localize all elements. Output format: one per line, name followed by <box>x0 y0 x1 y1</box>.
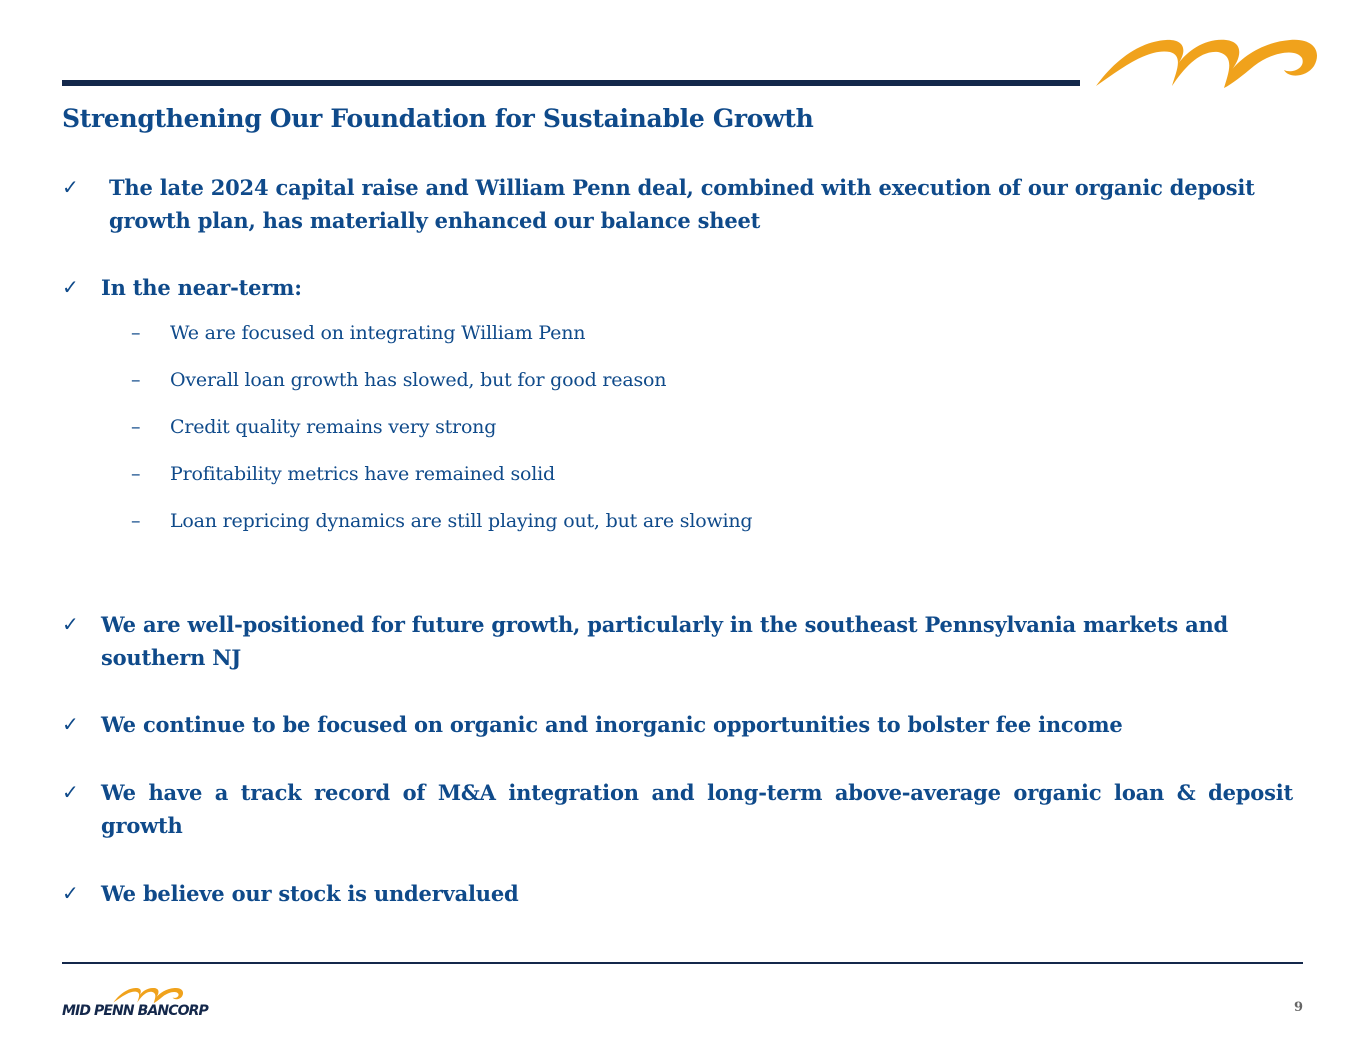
mid-penn-swoosh-icon <box>112 986 184 1004</box>
bullet-text: The late 2024 capital raise and William Penn deal, combined with execution of our organic deposit growth plan, has materially enhanced our balance sheet <box>109 175 1255 233</box>
check-icon: ✓ <box>62 712 79 736</box>
bullet-well-positioned <box>62 608 1293 674</box>
sub-item <box>131 510 752 532</box>
dash-icon: – <box>131 322 141 344</box>
dash-icon: – <box>131 463 141 485</box>
check-icon: ✓ <box>62 881 79 905</box>
bullet-text: We continue to be focused on organic and inorganic opportunities to bolster fee income <box>101 712 1123 737</box>
sub-item <box>131 416 496 438</box>
check-icon: ✓ <box>62 175 79 199</box>
bullet-text: In the near-term: <box>101 275 302 300</box>
sub-item-text: Overall loan growth has slowed, but for good reason <box>170 369 667 391</box>
bullet-text: We believe our stock is undervalued <box>101 881 519 906</box>
sub-item <box>131 463 555 485</box>
check-icon: ✓ <box>62 780 79 804</box>
sub-item-text: Loan repricing dynamics are still playing out, but are slowing <box>170 510 753 532</box>
check-icon: ✓ <box>62 612 79 636</box>
bullet-near-term <box>62 271 1293 304</box>
footer-logo <box>62 986 242 1022</box>
mid-penn-swoosh-logo <box>1092 34 1320 90</box>
dash-icon: – <box>131 510 141 532</box>
bullet-fee-income <box>62 708 1293 741</box>
sub-item-text: Credit quality remains very strong <box>170 416 497 438</box>
bullet-capital-raise <box>62 171 1293 237</box>
footer-rule <box>62 962 1303 964</box>
dash-icon: – <box>131 416 141 438</box>
page-title: Strengthening Our Foundation for Sustainable Growth <box>62 104 814 133</box>
sub-item-text: Profitability metrics have remained solid <box>170 463 555 485</box>
footer-brand-name: MID PENN BANCORP <box>62 1003 208 1019</box>
header-rule <box>62 80 1080 86</box>
bullet-text: We have a track record of M&A integration and long-term above-average organic loan & deposit growth <box>101 780 1293 838</box>
bullet-track-record <box>62 776 1293 842</box>
bullet-text: We are well-positioned for future growth, particularly in the southeast Pennsylvania markets and southern NJ <box>101 612 1229 670</box>
sub-item <box>131 322 585 344</box>
sub-item-text: We are focused on integrating William Penn <box>170 322 586 344</box>
sub-item <box>131 369 666 391</box>
bullet-undervalued <box>62 877 1293 910</box>
page-number: 9 <box>1293 1000 1303 1015</box>
dash-icon: – <box>131 369 141 391</box>
check-icon: ✓ <box>62 275 79 299</box>
